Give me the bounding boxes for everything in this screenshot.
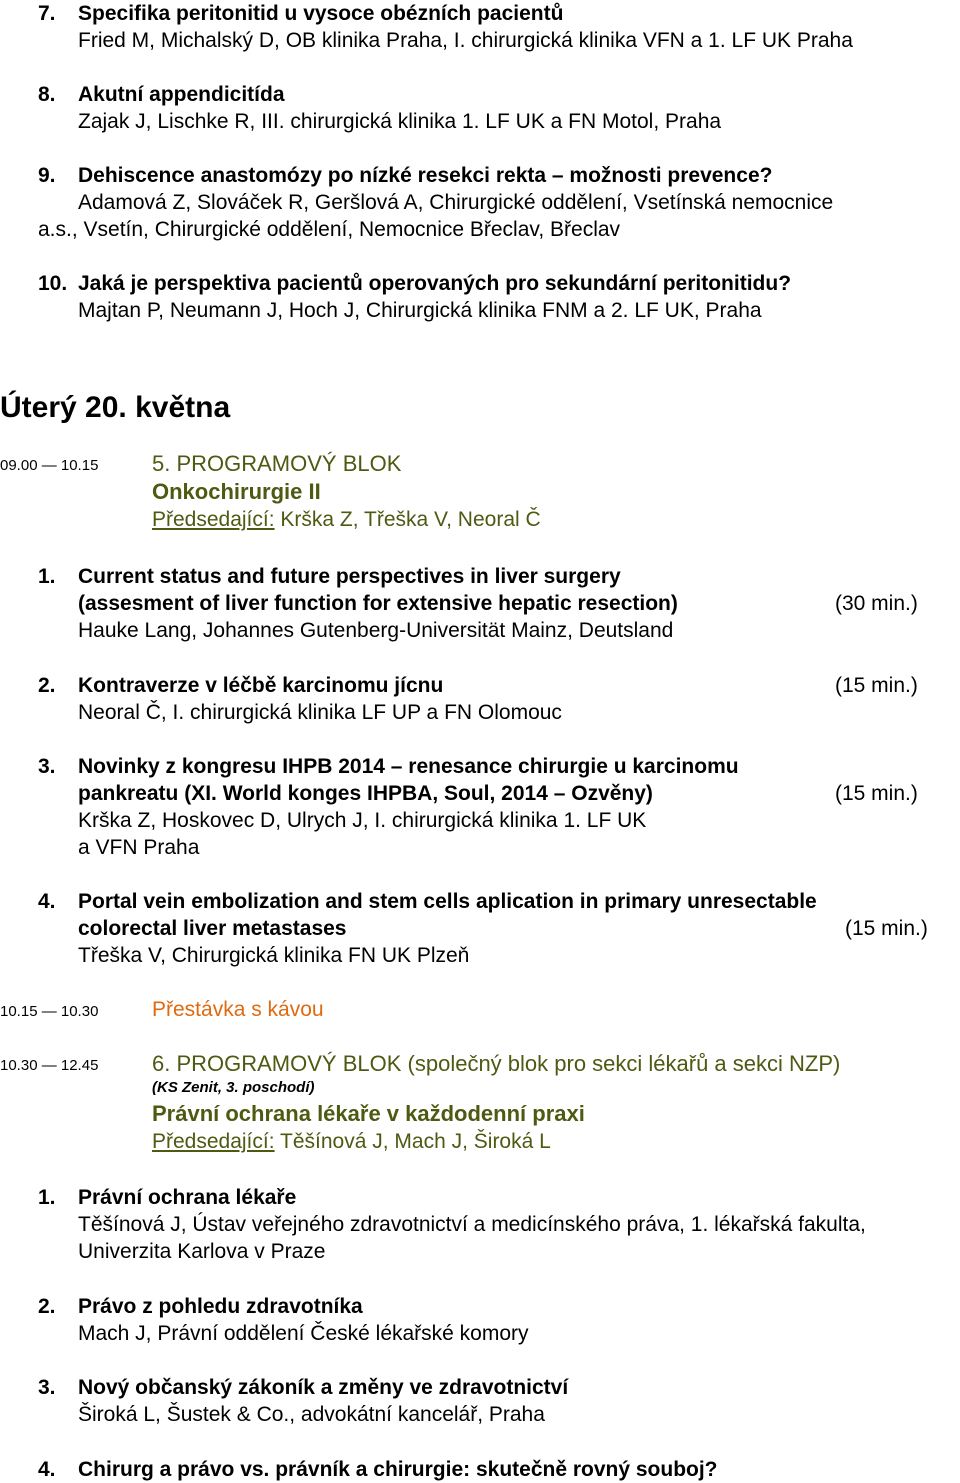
item-title: Specifika peritonitid u vysoce obézních pacientů xyxy=(78,2,564,25)
item-number: 8. xyxy=(38,83,56,106)
block6-subtitle: Právní ochrana lékaře v každodenní praxi xyxy=(152,1101,585,1126)
block5-item-3 xyxy=(38,753,739,861)
item-authors: Majtan P, Neumann J, Hoch J, Chirurgická klinika FNM a 2. LF UK, Praha xyxy=(78,299,762,322)
item-title: Právo z pohledu zdravotníka xyxy=(78,1295,363,1318)
item-number: 4. xyxy=(38,890,56,913)
item-number: 1. xyxy=(38,565,56,588)
item-number: 3. xyxy=(38,1376,56,1399)
item-title: Chirurg a právo vs. právník a chirurgie: skutečně rovný souboj? xyxy=(78,1458,718,1481)
block5-title: 5. PROGRAMOVÝ BLOK xyxy=(152,451,402,476)
block5-time: 09.00 — 10.15 xyxy=(0,457,99,474)
item-title: Akutní appendicitída xyxy=(78,83,285,106)
item-title: Current status and future perspectives in liver surgery xyxy=(78,565,621,588)
block6-title-line xyxy=(152,1050,840,1078)
item-number: 2. xyxy=(38,1295,56,1318)
item-title: Kontraverze v léčbě karcinomu jícnu xyxy=(78,674,444,697)
program-item-8 xyxy=(38,81,721,135)
break-time: 10.15 — 10.30 xyxy=(0,1003,99,1020)
chair-label: Předsedající: xyxy=(152,1130,275,1153)
duration-label: (15 min.) xyxy=(845,917,928,940)
block6-chairs xyxy=(152,1128,840,1156)
item-number: 10. xyxy=(38,272,68,295)
item-authors: Třeška V, Chirurgická klinika FN UK Plzeň xyxy=(78,944,470,967)
chair-names: Těšínová J, Mach J, Široká L xyxy=(274,1130,551,1153)
item-authors: Zajak J, Lischke R, III. chirurgická klinika 1. LF UK a FN Motol, Praha xyxy=(78,110,722,133)
block6-item-2 xyxy=(38,1293,529,1347)
chair-label: Předsedající: xyxy=(152,508,275,531)
item-title: Jaká je perspektiva pacientů operovaných pro sekundární peritonitidu? xyxy=(78,272,792,295)
item-number: 4. xyxy=(38,1458,56,1481)
item-title: Právní ochrana lékaře xyxy=(78,1186,297,1209)
item-title: Portal vein embolization and stem cells aplication in primary unresectable xyxy=(78,890,817,913)
block6-time: 10.30 — 12.45 xyxy=(0,1057,99,1074)
duration-label: (15 min.) xyxy=(835,674,918,697)
item-title: Nový občanský zákoník a změny ve zdravotnictví xyxy=(78,1376,569,1399)
block6-location: (KS Zenit, 3. poschodí) xyxy=(152,1079,315,1096)
item-authors: Těšínová J, Ústav veřejného zdravotnictví a medicínského práva, 1. lékařská fakulta, xyxy=(78,1213,866,1236)
program-item-7 xyxy=(38,0,853,54)
block5-item-2 xyxy=(38,672,562,726)
item-number: 7. xyxy=(38,2,56,25)
block6-item-3 xyxy=(38,1374,568,1428)
item-number: 3. xyxy=(38,755,56,778)
item-title-cont: colorectal liver metastases xyxy=(78,917,347,940)
program-item-10 xyxy=(38,270,791,324)
break-label: Přestávka s kávou xyxy=(152,998,324,1021)
item-authors: Krška Z, Hoskovec D, Ulrych J, I. chirurgická klinika 1. LF UK xyxy=(78,809,647,832)
block6-item-4 xyxy=(38,1456,718,1483)
block6-header xyxy=(152,1050,840,1156)
item-authors-cont: a.s., Vsetín, Chirurgické oddělení, Nemocnice Břeclav, Břeclav xyxy=(38,218,621,241)
item-number: 2. xyxy=(38,674,56,697)
block6-title: 6. PROGRAMOVÝ BLOK xyxy=(152,1051,402,1076)
duration-label: (30 min.) xyxy=(835,592,918,615)
item-authors: Fried M, Michalský D, OB klinika Praha, I. chirurgická klinika VFN a 1. LF UK Praha xyxy=(78,29,853,52)
chair-names: Krška Z, Třeška V, Neoral Č xyxy=(274,508,541,531)
item-number: 1. xyxy=(38,1186,56,1209)
day-heading: Úterý 20. května xyxy=(0,391,231,424)
item-title: Dehiscence anastomózy po nízké resekci rekta – možnosti prevence? xyxy=(78,164,773,187)
item-title-cont: (assesment of liver function for extensive hepatic resection) xyxy=(78,592,678,615)
block5-subtitle: Onkochirurgie II xyxy=(152,479,321,504)
item-title-cont: pankreatu (XI. World konges IHPBA, Soul, 2014 – Ozvěny) xyxy=(78,782,653,805)
item-number: 9. xyxy=(38,164,56,187)
program-item-9 xyxy=(38,162,833,243)
item-authors: Mach J, Právní oddělení České lékařské komory xyxy=(78,1322,529,1345)
item-authors: Hauke Lang, Johannes Gutenberg-Universität Mainz, Deutsland xyxy=(78,619,674,642)
item-authors-cont: Univerzita Karlova v Praze xyxy=(78,1240,326,1263)
item-authors-cont: a VFN Praha xyxy=(78,836,200,859)
block5-item-4 xyxy=(38,888,817,969)
duration-label: (15 min.) xyxy=(835,782,918,805)
item-title: Novinky z kongresu IHPB 2014 – renesance chirurgie u karcinomu xyxy=(78,755,739,778)
item-authors: Široká L, Šustek & Co., advokátní kancelář, Praha xyxy=(78,1403,545,1426)
item-authors: Adamová Z, Slováček R, Geršlová A, Chirurgické oddělení, Vsetínská nemocnice xyxy=(78,191,834,214)
block5-header xyxy=(152,450,541,534)
block5-chairs xyxy=(152,506,541,534)
block6-item-1 xyxy=(38,1184,866,1265)
item-authors: Neoral Č, I. chirurgická klinika LF UP a FN Olomouc xyxy=(78,701,562,724)
block6-title-suffix: (společný blok pro sekci lékařů a sekci NZP) xyxy=(401,1051,841,1076)
block5-item-1 xyxy=(38,563,678,644)
